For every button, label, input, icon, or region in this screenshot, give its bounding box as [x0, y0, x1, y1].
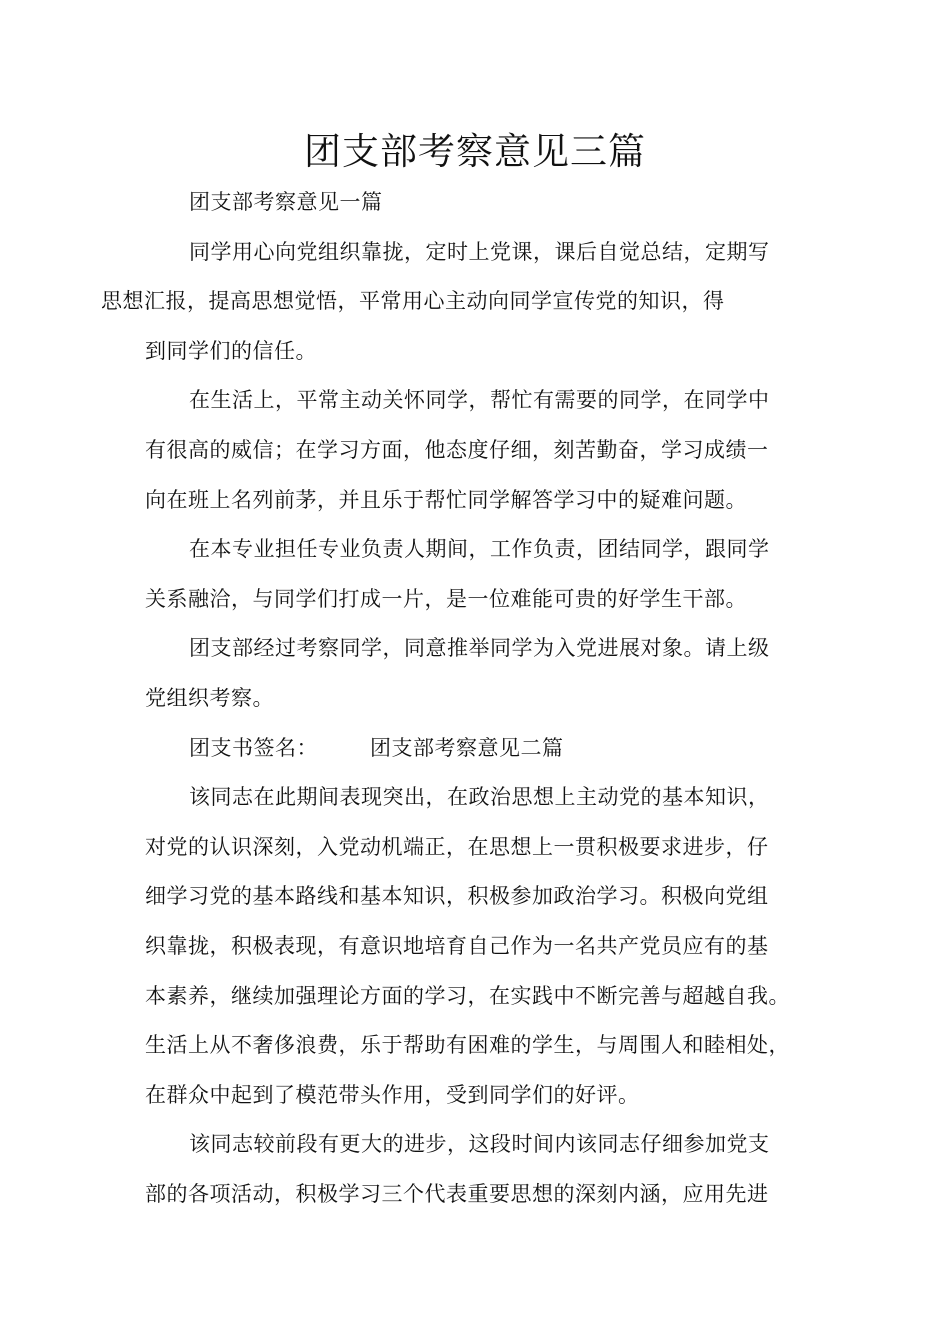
paragraph-6	[145, 1120, 813, 1219]
signature-line	[145, 724, 813, 774]
document-title: 团支部考察意见三篇	[304, 130, 646, 173]
text-line: 在本专业担任专业负责人期间，工作负责，团结同学，跟同学	[189, 537, 770, 562]
text-line: 思想汇报，提高思想觉悟，平常用心主动向同学宣传党的知识，得	[101, 289, 725, 314]
text-line: 团支部经过考察同学，同意推举同学为入党进展对象。请上级	[189, 636, 770, 661]
text-line: 在群众中起到了模范带头作用，受到同学们的好评。	[145, 1082, 640, 1107]
text-line: 向在班上名列前茅，并且乐于帮忙同学解答学习中的疑难问题。	[145, 487, 747, 512]
text-line: 关系融洽，与同学们打成一片，是一位难能可贵的好学生干部。	[145, 586, 747, 611]
text-line: 部的各项活动，积极学习三个代表重要思想的深刻内涵，应用先进	[145, 1181, 769, 1206]
paragraph-3	[145, 525, 813, 624]
text-line: 生活上从不奢侈浪费，乐于帮助有困难的学生，与周围人和睦相处，	[145, 1033, 790, 1058]
text-line: 细学习党的基本路线和基本知识，积极参加政治学习。积极向党组	[145, 884, 769, 909]
text-line: 党组织考察。	[145, 685, 274, 710]
section2-heading: 团支部考察意见二篇	[370, 735, 564, 760]
text-line: 对党的认识深刻，入党动机端正，在思想上一贯积极要求进步，仔	[145, 834, 769, 859]
signature-label: 团支书签名：	[189, 735, 318, 760]
text-line: 同学用心向党组织靠拢，定时上党课，课后自觉总结，定期写	[189, 239, 770, 264]
text-line: 该同志在此期间表现突出，在政治思想上主动党的基本知识，	[189, 785, 770, 810]
paragraph-4	[145, 624, 813, 723]
document-body	[101, 178, 813, 1219]
paragraph-1	[101, 228, 813, 377]
text-line: 本素养，继续加强理论方面的学习，在实践中不断完善与超越自我。	[145, 983, 790, 1008]
text-line: 到同学们的信任。	[145, 338, 317, 363]
paragraph-5	[145, 773, 813, 1120]
paragraph-2	[145, 376, 813, 525]
section1-heading	[145, 178, 813, 228]
text-line: 有很高的威信；在学习方面，他态度仔细，刻苦勤奋，学习成绩一	[145, 437, 769, 462]
text-line: 团支部考察意见一篇	[189, 190, 383, 214]
text-line: 在生活上，平常主动关怀同学，帮忙有需要的同学，在同学中	[189, 388, 770, 413]
text-line: 织靠拢，积极表现，有意识地培育自己作为一名共产党员应有的基	[145, 933, 769, 958]
text-line: 该同志较前段有更大的进步，这段时间内该同志仔细参加党支	[189, 1132, 770, 1157]
